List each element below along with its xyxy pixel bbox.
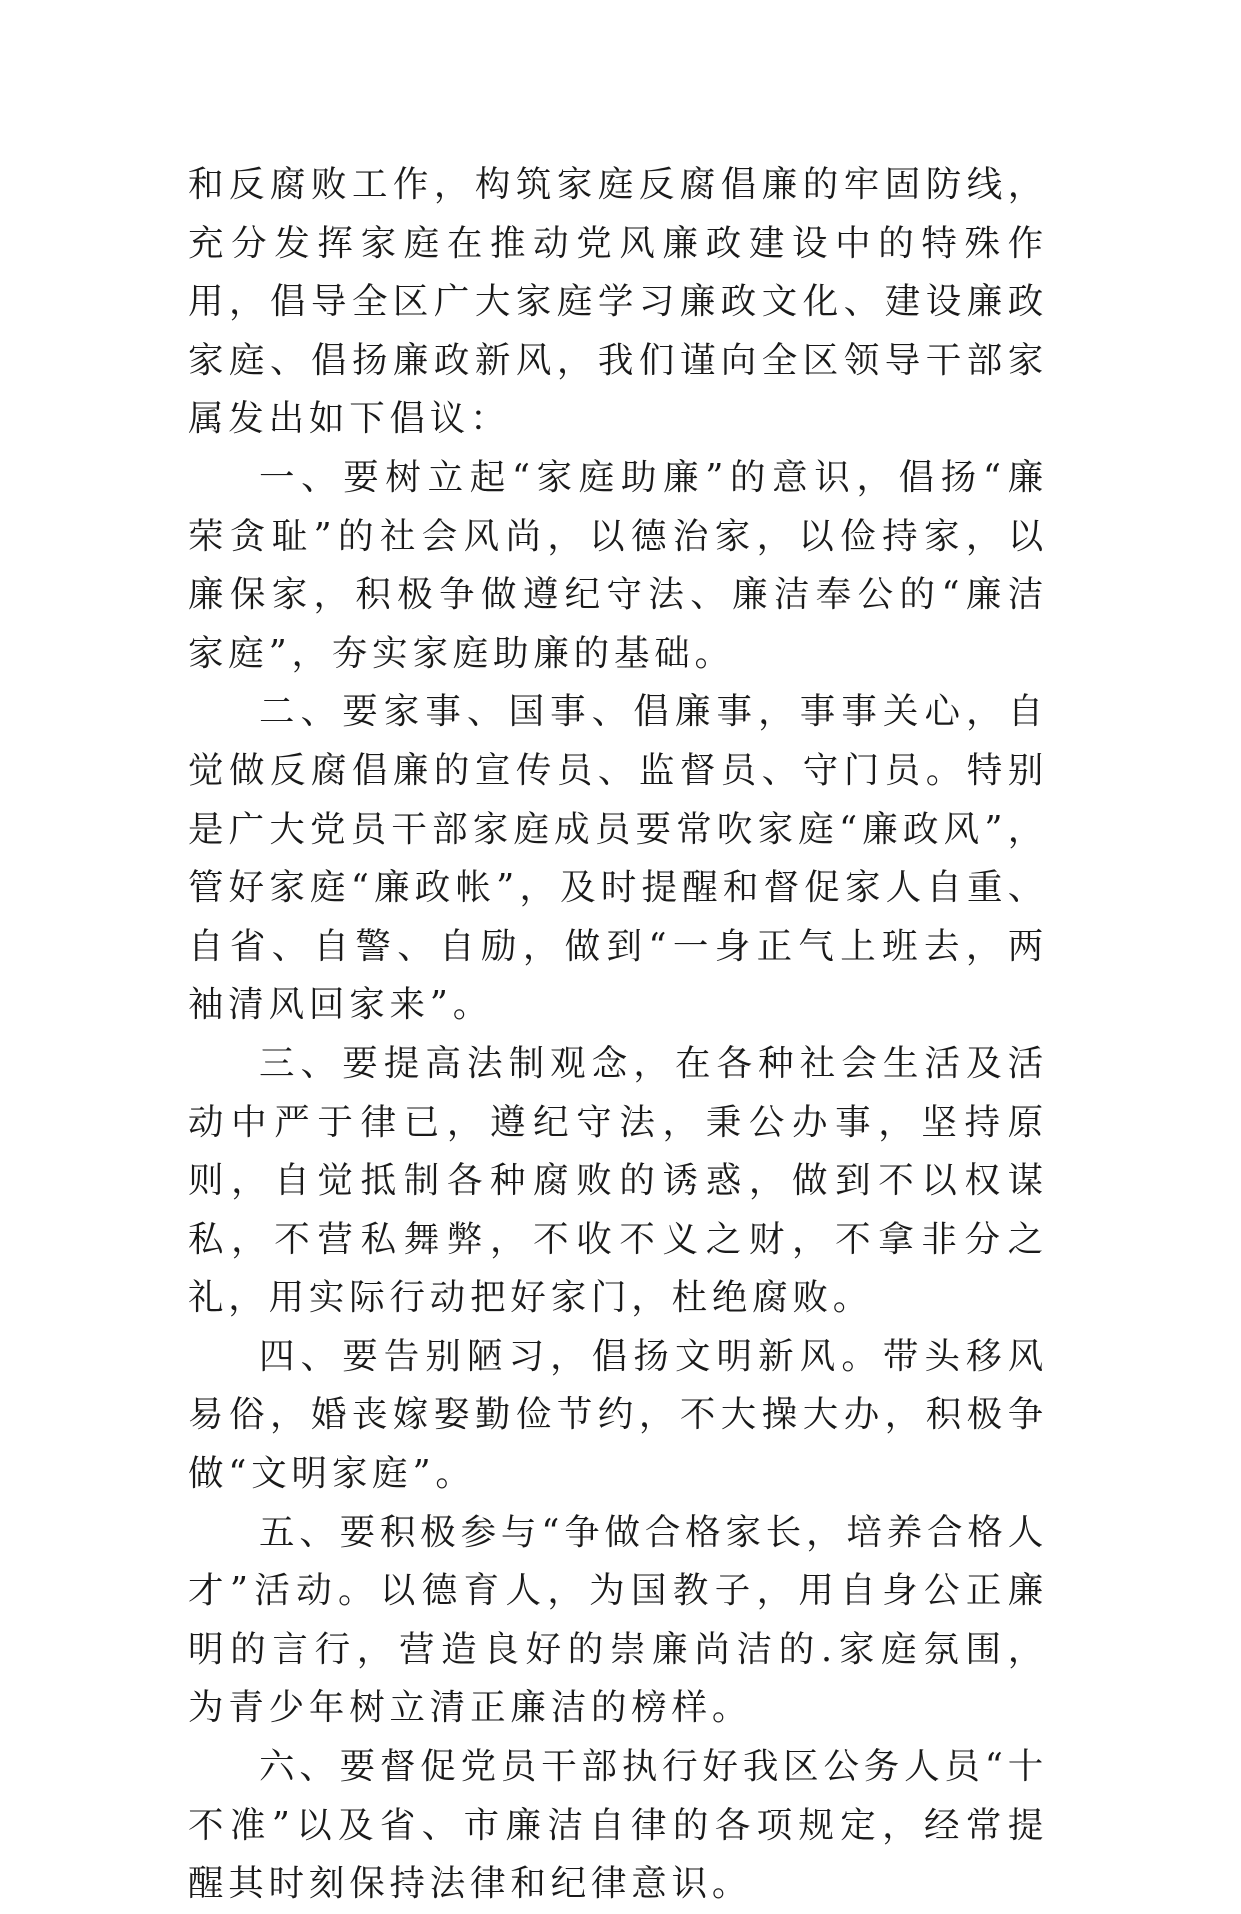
paragraph-item-5: 五、要积极参与“争做合格家长，培养合格人才”活动。以德育人，为国教子，用自身公正廉明的言行，营造良好的崇廉尚洁的.家庭氛围，为青少年树立清正廉洁的榜样。	[188, 1511, 1048, 1729]
paragraph-item-1: 一、要树立起“家庭助廉”的意识，倡扬“廉荣贪耻”的社会风尚，以德治家，以俭持家，以廉保家，积极争做遵纪守法、廉洁奉公的“廉洁家庭”，夯实家庭助廉的基础。	[188, 456, 1048, 674]
paragraph-item-3: 三、要提高法制观念，在各种社会生活及活动中严于律已，遵纪守法，秉公办事，坚持原则，自觉抵制各种腐败的诱惑，做到不以权谋私，不营私舞弊，不收不义之财，不拿非分之礼，用实际行动把好家门，杜绝腐败。	[188, 1042, 1048, 1319]
paragraph-intro: 和反腐败工作，构筑家庭反腐倡廉的牢固防线，充分发挥家庭在推动党风廉政建设中的特殊作用，倡导全区广大家庭学习廉政文化、建设廉政家庭、倡扬廉政新风，我们谨向全区领导干部家属发出如下倡议：	[188, 164, 1048, 440]
document-body	[188, 156, 1048, 1914]
paragraph-item-2: 二、要家事、国事、倡廉事，事事关心，自觉做反腐倡廉的宣传员、监督员、守门员。特别是广大党员干部家庭成员要常吹家庭“廉政风”，管好家庭“廉政帐”，及时提醒和督促家人自重、自省、自警、自励，做到“一身正气上班去，两袖清风回家来”。	[188, 691, 1048, 1026]
paragraph-item-4: 四、要告别陋习，倡扬文明新风。带头移风易俗，婚丧嫁娶勤俭节约，不大操大办，积极争做“文明家庭”。	[188, 1335, 1048, 1495]
paragraph-item-6: 六、要督促党员干部执行好我区公务人员“十不准”以及省、市廉洁自律的各项规定，经常提醒其时刻保持法律和纪律意识。	[188, 1746, 1048, 1905]
